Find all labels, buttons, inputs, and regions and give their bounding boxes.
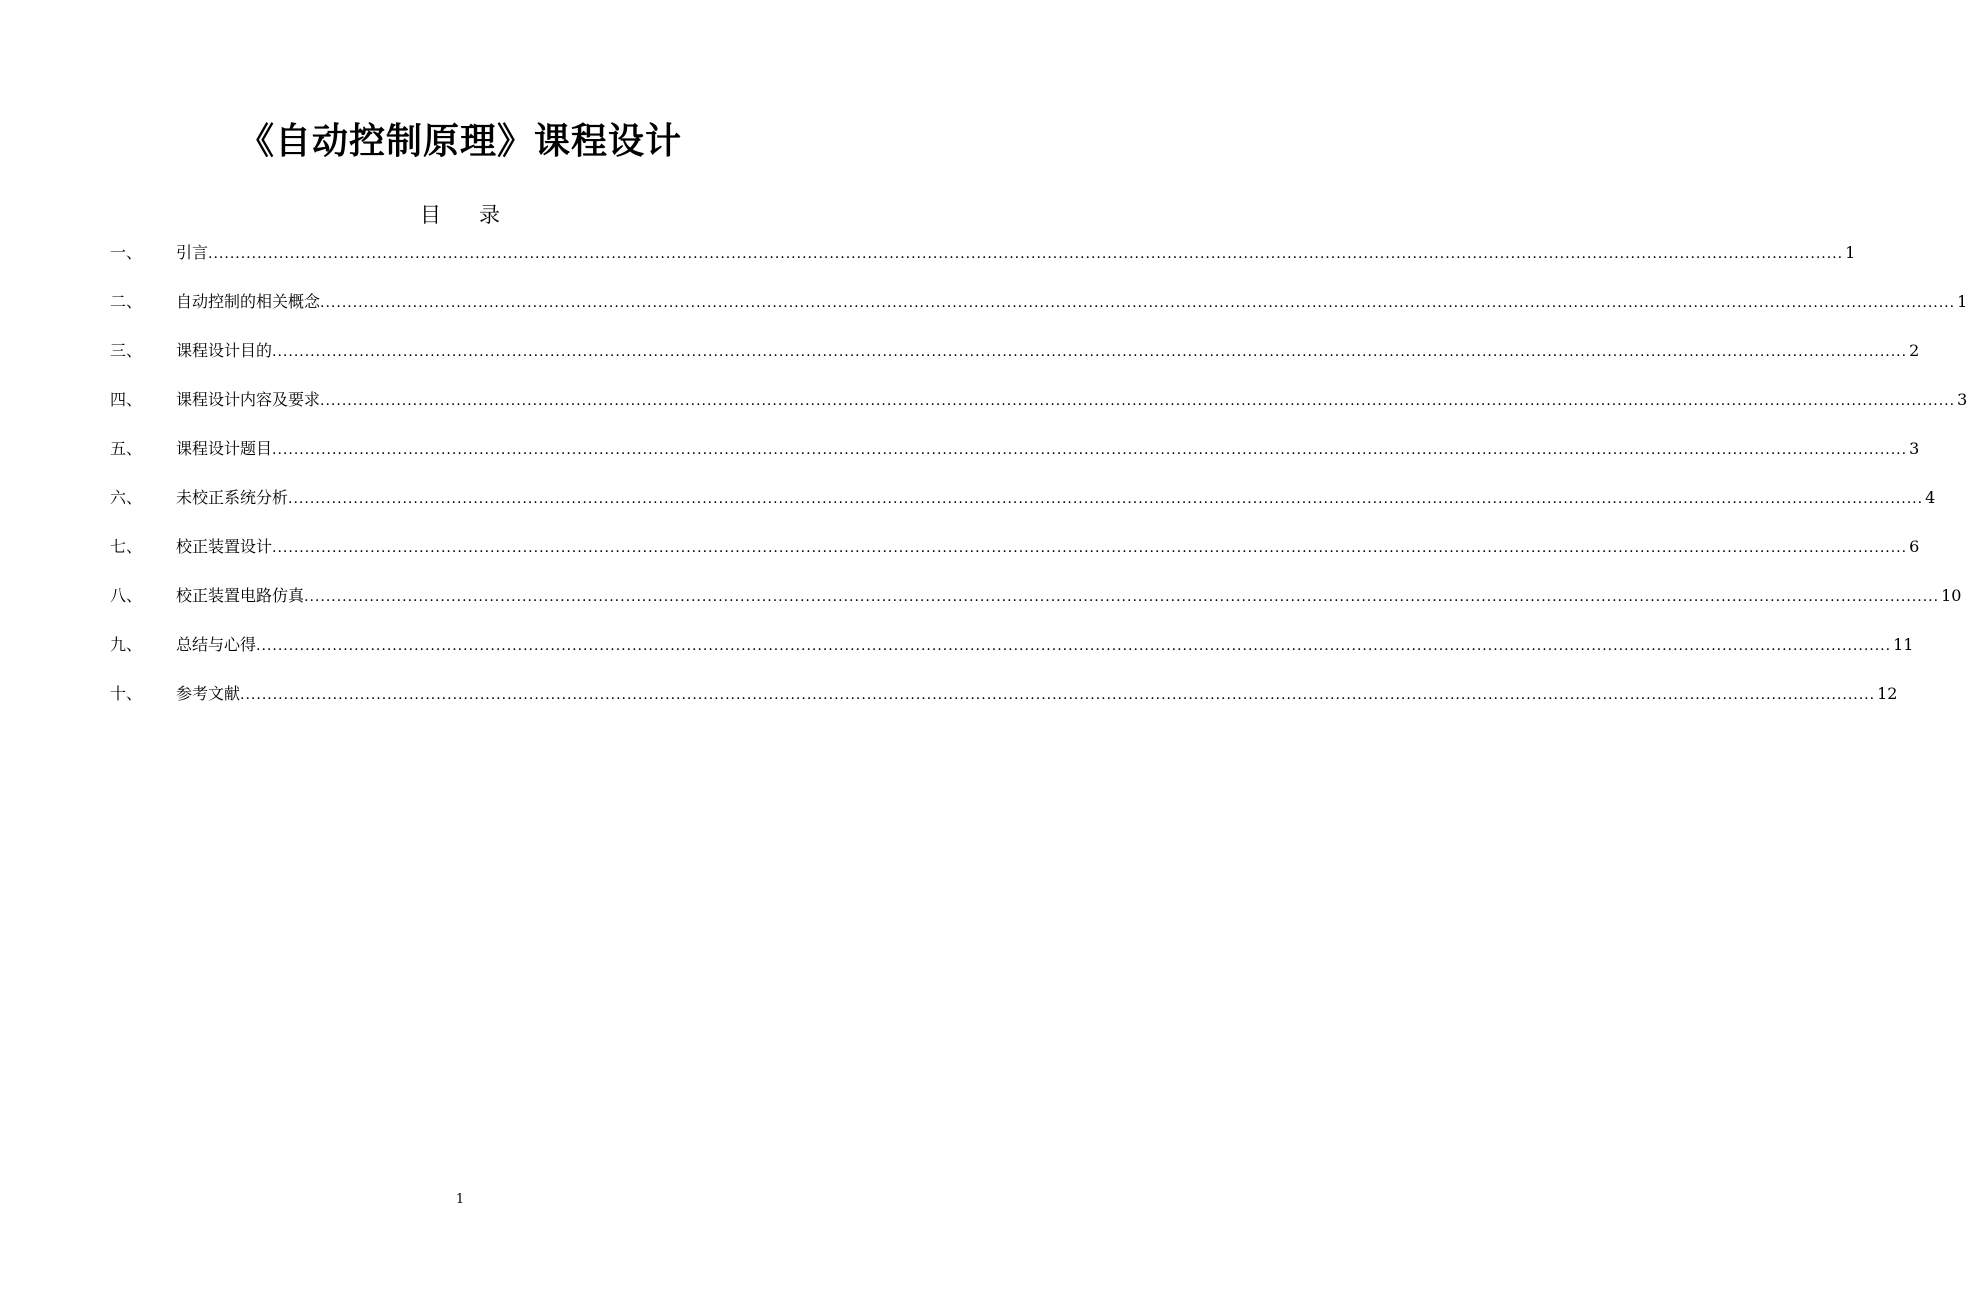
toc-entry[interactable] [110,584,1962,608]
toc-entry-title: 校正装置电路仿真 [176,586,305,605]
toc-entry[interactable] [110,388,1967,412]
toc-entry-page: 10 [1941,586,1962,605]
toc-entry-number: 五、 [110,439,143,458]
toc-entry-title: 课程设计内容及要求 [176,390,321,409]
toc-entry-title: 课程设计题目 [176,439,273,458]
toc-entry-number: 三、 [110,341,143,360]
toc-dot-leader: ............................................................................................................................................................................................................................................................................................................ [272,442,1908,458]
toc-dot-leader: ............................................................................................................................................................................................................................................................................................................ [208,246,1844,262]
toc-dot-leader: ............................................................................................................................................................................................................................................................................................................ [320,393,1956,409]
page-number: 1 [455,1192,465,1207]
toc-entry-number: 二、 [110,292,143,311]
toc-dot-leader: ............................................................................................................................................................................................................................................................................................................ [272,540,1908,556]
toc-entry-page: 4 [1925,488,1936,507]
toc-entry-page: 12 [1877,684,1898,703]
toc-entry[interactable] [110,486,1936,510]
toc-entry-page: 2 [1909,341,1920,360]
toc-entry-page: 11 [1893,635,1914,654]
toc-entry-number: 十、 [110,684,143,703]
toc-entry-title: 自动控制的相关概念 [176,292,321,311]
toc-entry[interactable] [110,241,1856,265]
toc-dot-leader: ............................................................................................................................................................................................................................................................................................................ [272,344,1908,360]
toc-entry[interactable] [110,290,1967,314]
toc-entry[interactable] [110,339,1920,363]
toc-entry[interactable] [110,682,1898,706]
toc-entry-number: 八、 [110,586,143,605]
toc-entry-title: 课程设计目的 [176,341,273,360]
toc-entry[interactable] [110,633,1914,657]
toc-entry-page: 1 [1845,243,1856,262]
toc-entry-title: 参考文献 [176,684,241,703]
toc-heading: 目录 [420,203,538,227]
toc-entry-number: 六、 [110,488,143,507]
toc-dot-leader: ............................................................................................................................................................................................................................................................................................................ [320,295,1956,311]
toc-entry-title: 引言 [176,243,209,262]
toc-entry-title: 未校正系统分析 [176,488,289,507]
toc-dot-leader: ............................................................................................................................................................................................................................................................................................................ [256,638,1892,654]
document-title: 《自动控制原理》课程设计 [237,121,682,162]
toc-dot-leader: ............................................................................................................................................................................................................................................................................................................ [304,589,1940,605]
toc-entry-page: 1 [1957,292,1967,311]
toc-entry[interactable] [110,437,1920,461]
toc-entry-number: 一、 [110,243,143,262]
toc-entry-number: 七、 [110,537,143,556]
toc-dot-leader: ............................................................................................................................................................................................................................................................................................................ [288,491,1924,507]
toc-dot-leader: ............................................................................................................................................................................................................................................................................................................ [240,687,1876,703]
toc-entry-number: 九、 [110,635,143,654]
toc-entry[interactable] [110,535,1920,559]
toc-entry-page: 3 [1957,390,1967,409]
toc-entry-page: 6 [1909,537,1920,556]
toc-entry-title: 校正装置设计 [176,537,273,556]
toc-entry-number: 四、 [110,390,143,409]
toc-entry-title: 总结与心得 [176,635,257,654]
toc-entry-page: 3 [1909,439,1920,458]
